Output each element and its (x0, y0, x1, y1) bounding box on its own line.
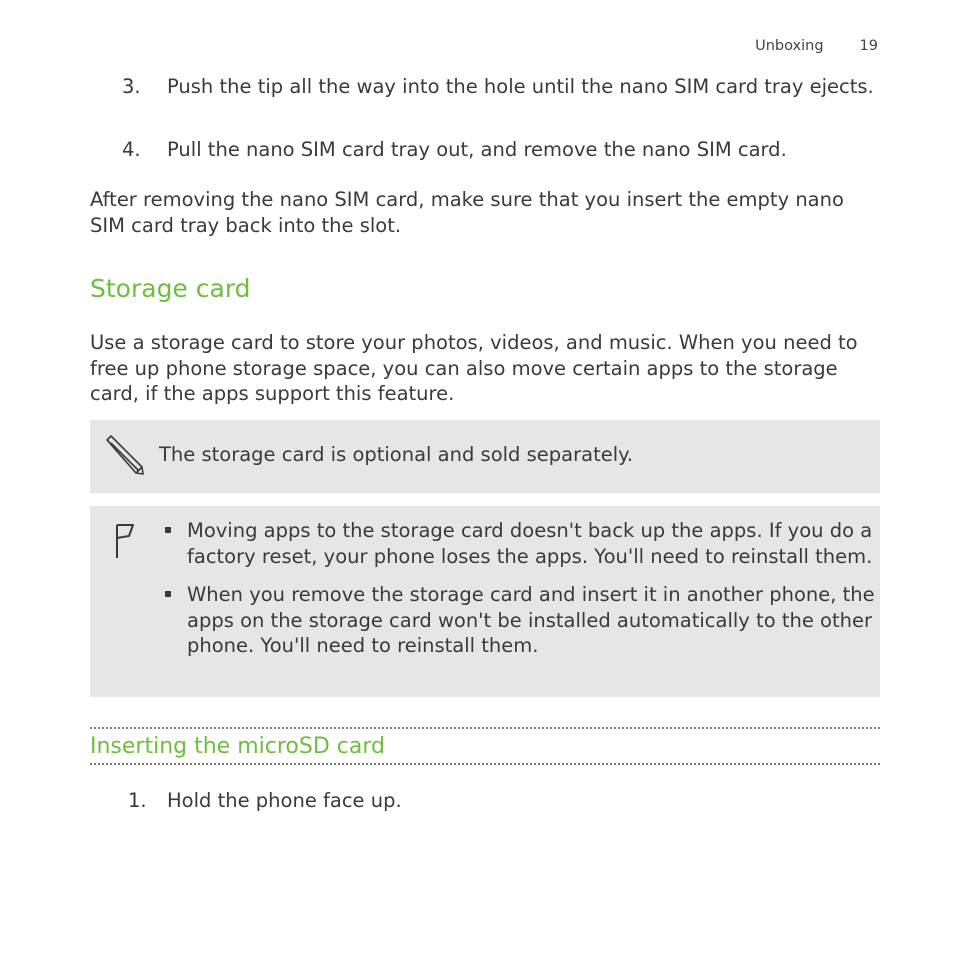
pencil-icon (102, 434, 144, 480)
step-4 (90, 137, 880, 163)
step-text: Push the tip all the way into the hole until the nano SIM card tray ejects. (167, 75, 874, 98)
header-section: Unboxing (755, 38, 824, 54)
list-item-text: When you remove the storage card and insert it in another phone, the apps on the storage card won't be installed automatically to the other phone. You'll need to reinstall them. (187, 583, 875, 657)
storage-intro-paragraph: Use a storage card to store your photos, videos, and music. When you need to free up phone storage space, you can also move certain apps to the storage card, if the apps support this feature. (90, 331, 858, 405)
subheading-rule-top (90, 727, 880, 729)
list-item (160, 582, 880, 659)
page-number: 19 (859, 38, 878, 54)
step-text: Hold the phone face up. (167, 789, 402, 812)
warning-list (160, 518, 880, 672)
after-removing-paragraph: After removing the nano SIM card, make sure that you insert the empty nano SIM card tray back into the slot. (90, 188, 844, 237)
subheading-inserting-microsd: Inserting the microSD card (90, 734, 385, 759)
list-item (160, 518, 880, 569)
page-header (755, 38, 878, 54)
list-item-text: Moving apps to the storage card doesn't back up the apps. If you do a factory reset, your phone loses the apps. You'll need to reinstall them. (187, 519, 873, 568)
bullet-icon (165, 527, 171, 533)
section-heading-storage-card: Storage card (90, 274, 251, 303)
note-text: The storage card is optional and sold separately. (159, 443, 634, 466)
flag-icon (114, 521, 136, 565)
step-number: 4. (122, 138, 141, 161)
step-1 (90, 788, 880, 814)
step-number: 1. (128, 789, 147, 812)
note-box (90, 420, 880, 493)
step-number: 3. (122, 75, 141, 98)
step-text: Pull the nano SIM card tray out, and remove the nano SIM card. (167, 138, 787, 161)
step-3 (90, 74, 880, 100)
bullet-icon (165, 591, 171, 597)
subheading-rule-bottom (90, 763, 880, 765)
important-box (90, 506, 880, 697)
